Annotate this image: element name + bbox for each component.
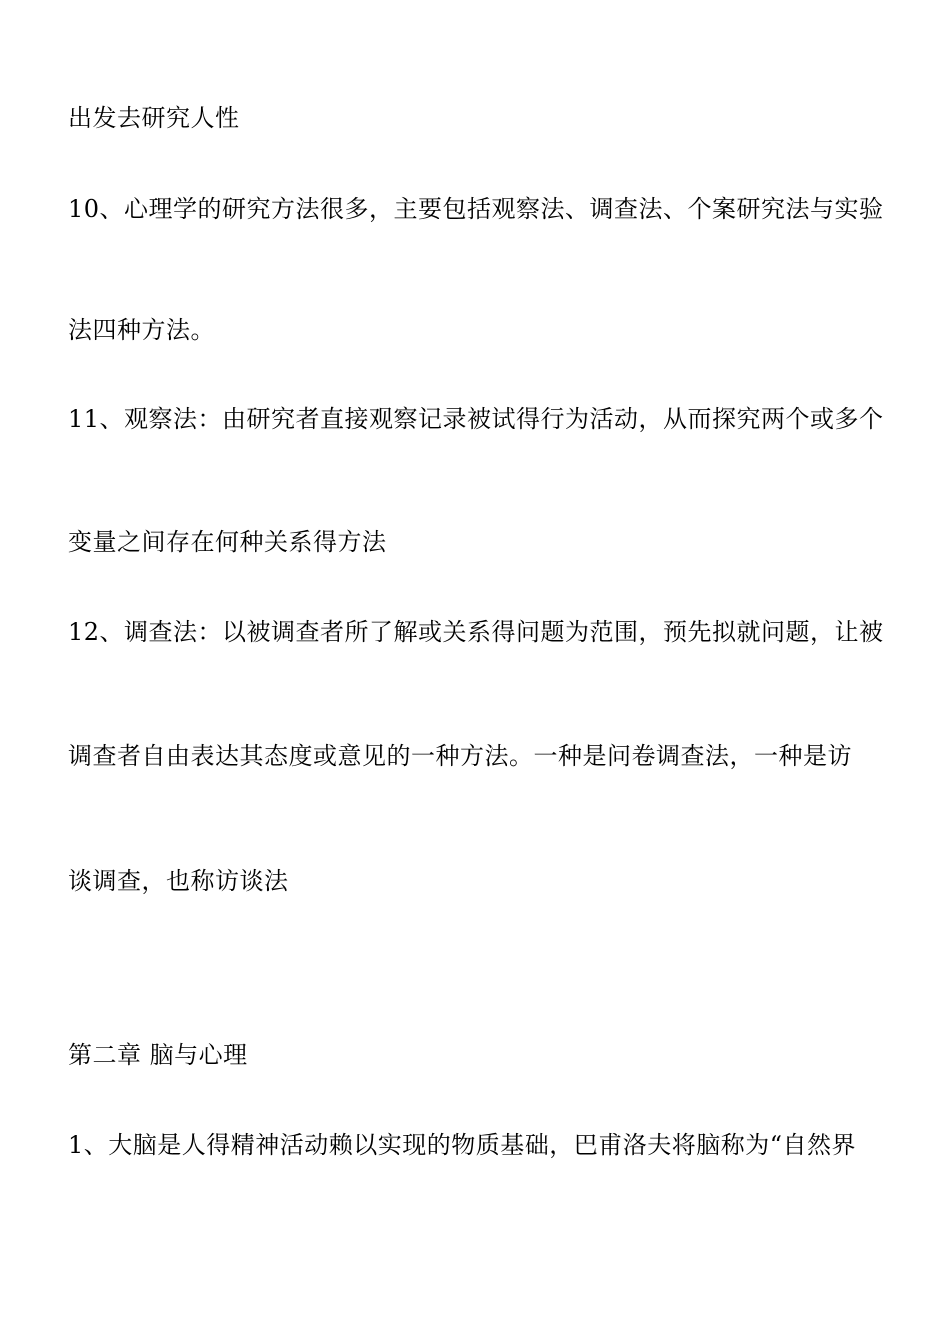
text-line-7: 调查者自由表达其态度或意见的一种方法。一种是问卷调查法，一种是访 (68, 742, 852, 770)
text-line-4: 11、观察法：由研究者直接观察记录被试得行为活动，从而探究两个或多个 (68, 405, 884, 433)
text-line-3: 法四种方法。 (68, 316, 215, 344)
text-line-6: 12、调查法：以被调查者所了解或关系得问题为范围，预先拟就问题，让被 (68, 618, 884, 646)
text-line-10: 1、大脑是人得精神活动赖以实现的物质基础，巴甫洛夫将脑称为“自然界 (68, 1131, 857, 1159)
chapter-heading: 第二章 脑与心理 (68, 1041, 248, 1069)
text-line-8: 谈调查，也称访谈法 (68, 867, 289, 895)
text-line-1: 出发去研究人性 (68, 104, 240, 132)
text-line-5: 变量之间存在何种关系得方法 (68, 528, 387, 556)
text-line-2: 10、心理学的研究方法很多，主要包括观察法、调查法、个案研究法与实验 (68, 195, 884, 223)
